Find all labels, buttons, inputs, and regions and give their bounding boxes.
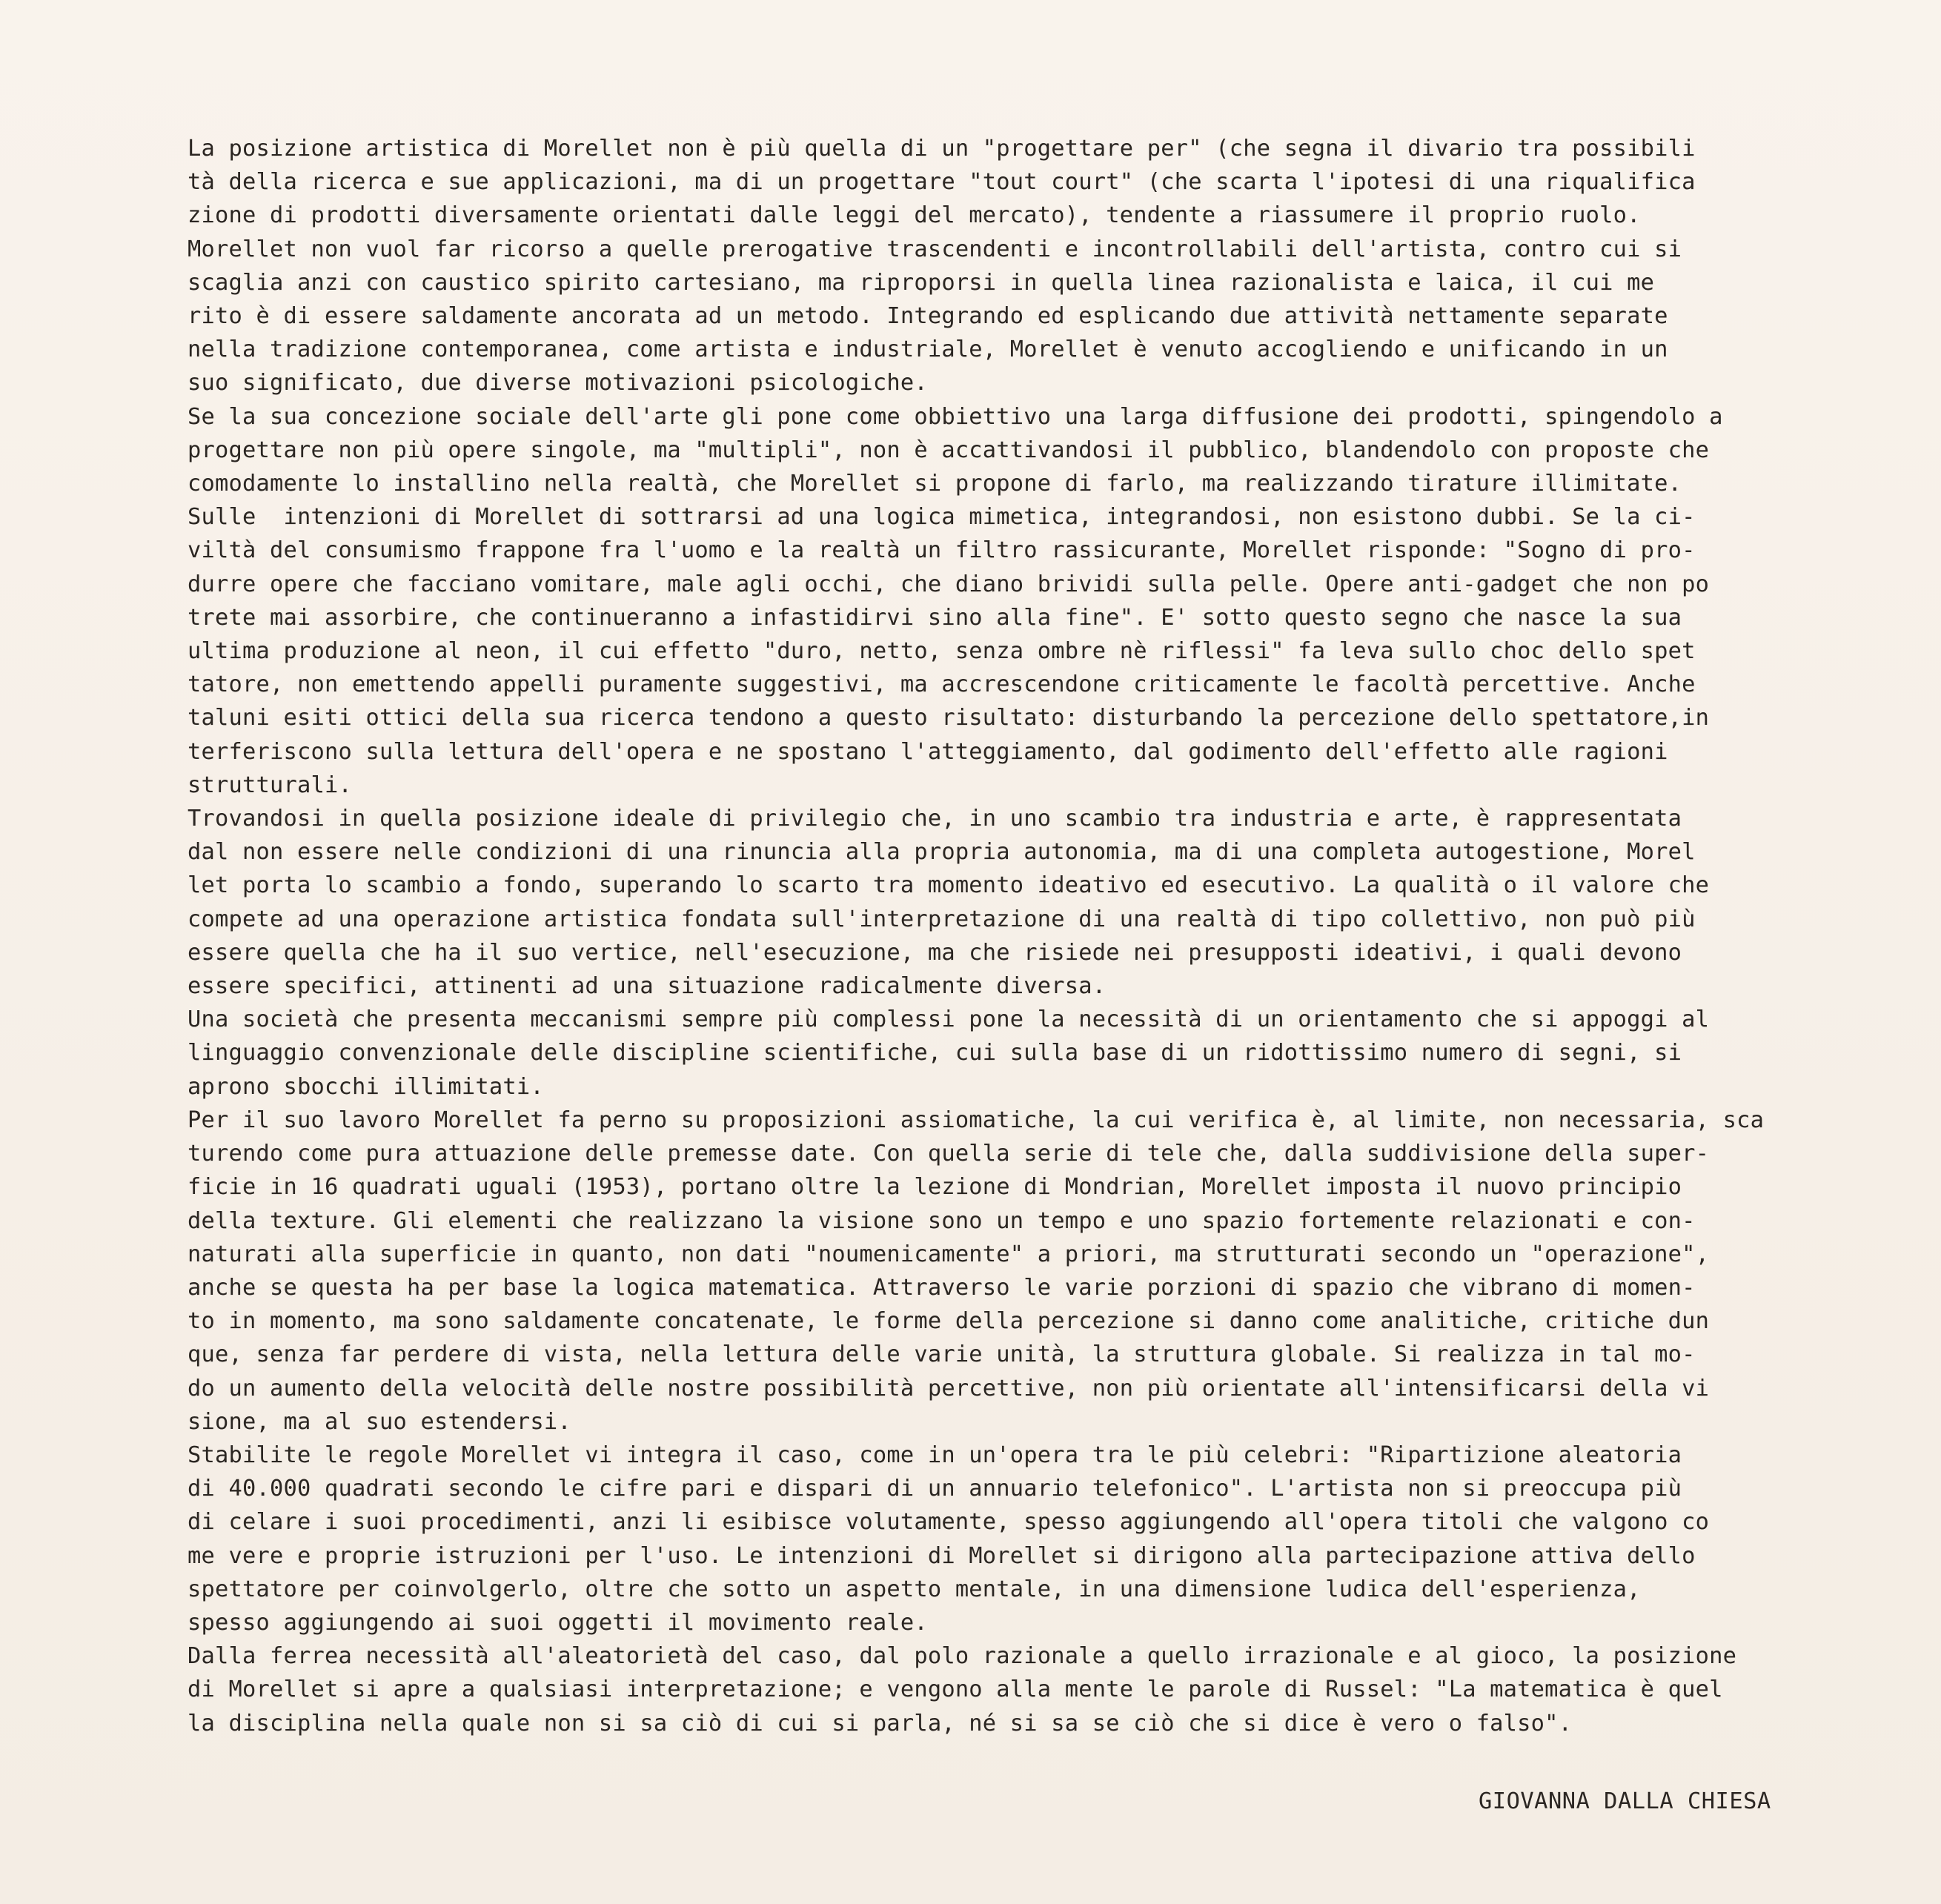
text-line: di Morellet si apre a qualsiasi interpretazione; e vengono alla mente le parole di Russel: "La matematica è quel <box>188 1676 1723 1703</box>
text-line: compete ad una operazione artistica fondata sull'interpretazione di una realtà di tipo collettivo, non può più <box>188 906 1696 932</box>
text-line: linguaggio convenzionale delle discipline scientifiche, cui sulla base di un ridottissimo numero di segni, si <box>188 1040 1682 1067</box>
text-line: Morellet non vuol far ricorso a quelle prerogative trascendenti e incontrollabili dell'artista, contro cui si <box>188 236 1682 262</box>
text-line: Trovandosi in quella posizione ideale di privilegio che, in uno scambio tra industria e arte, è rappresentata <box>188 806 1682 832</box>
text-line: tatore, non emettendo appelli puramente suggestivi, ma accrescendone criticamente le facoltà percettive. Anche <box>188 671 1696 698</box>
text-line: rito è di essere saldamente ancorata ad un metodo. Integrando ed esplicando due attività nettamente separate <box>188 303 1668 330</box>
text-line: aprono sbocchi illimitati. <box>188 1073 544 1100</box>
text-line: Una società che presenta meccanismi sempre più complessi pone la necessità di un orientamento che si appoggi al <box>188 1006 1710 1033</box>
author-signature: GIOVANNA DALLA CHIESA <box>1479 1788 1771 1814</box>
text-line: Se la sua concezione sociale dell'arte gli pone come obbiettivo una larga diffusione dei prodotti, spingendolo a <box>188 403 1723 430</box>
text-line: comodamente lo installino nella realtà, che Morellet si propone di farlo, ma realizzando tirature illimitate. <box>188 471 1682 497</box>
text-line: let porta lo scambio a fondo, superando lo scarto tra momento ideativo ed esecutivo. La qualità o il valore che <box>188 872 1710 899</box>
text-line: durre opere che facciano vomitare, male agli occhi, che diano brividi sulla pelle. Opere anti-gadget che non po <box>188 571 1710 597</box>
text-line: la disciplina nella quale non si sa ciò di cui si parla, né si sa se ciò che si dice è vero o falso". <box>188 1710 1573 1737</box>
text-line: spesso aggiungendo ai suoi oggetti il movimento reale. <box>188 1609 928 1636</box>
text-line: ficie in 16 quadrati uguali (1953), portano oltre la lezione di Mondrian, Morellet imposta il nuovo principio <box>188 1174 1682 1201</box>
text-line: Sulle intenzioni di Morellet di sottrarsi ad una logica mimetica, integrandosi, non esistono dubbi. Se la ci- <box>188 504 1696 531</box>
text-line: suo significato, due diverse motivazioni psicologiche. <box>188 370 928 397</box>
text-line: anche se questa ha per base la logica matematica. Attraverso le varie porzioni di spazio che vibrano di momen- <box>188 1274 1696 1301</box>
text-line: essere specifici, attinenti ad una situazione radicalmente diversa. <box>188 973 1106 1000</box>
text-line: Stabilite le regole Morellet vi integra il caso, come in un'opera tra le più celebri: "Ripartizione aleatoria <box>188 1442 1682 1468</box>
text-line: di celare i suoi procedimenti, anzi li esibisce volutamente, spesso aggiungendo all'opera titoli che valgono co <box>188 1509 1710 1536</box>
text-line: que, senza far perdere di vista, nella lettura delle varie unità, la struttura globale. Si realizza in tal mo- <box>188 1341 1696 1368</box>
text-line: terferiscono sulla lettura dell'opera e ne spostano l'atteggiamento, dal godimento dell'effetto alle ragioni <box>188 738 1668 765</box>
text-line: ultima produzione al neon, il cui effetto "duro, netto, senza ombre nè riflessi" fa leva sullo choc dello spet <box>188 638 1696 665</box>
text-line: naturati alla superficie in quanto, non dati "noumenicamente" a priori, ma strutturati secondo un "operazione", <box>188 1241 1710 1267</box>
text-line: Per il suo lavoro Morellet fa perno su proposizioni assiomatiche, la cui verifica è, al limite, non necessaria, sca <box>188 1107 1765 1133</box>
text-line: della texture. Gli elementi che realizzano la visione sono un tempo e uno spazio fortemente relazionati e con- <box>188 1207 1696 1234</box>
text-line: strutturali. <box>188 772 352 798</box>
text-line: sione, ma al suo estendersi. <box>188 1408 571 1435</box>
text-line: Dalla ferrea necessità all'aleatorietà del caso, dal polo razionale a quello irrazionale e al gioco, la posizione <box>188 1643 1737 1670</box>
text-line: essere quella che ha il suo vertice, nell'esecuzione, ma che risiede nei presupposti ideativi, i quali devono <box>188 939 1682 966</box>
text-line: me vere e proprie istruzioni per l'uso. Le intenzioni di Morellet si dirigono alla partecipazione attiva dello <box>188 1542 1696 1569</box>
text-line: trete mai assorbire, che continueranno a infastidirvi sino alla fine". E' sotto questo segno che nasce la sua <box>188 604 1682 631</box>
text-line: do un aumento della velocità delle nostre possibilità percettive, non più orientate all'intensificarsi della vi <box>188 1375 1710 1402</box>
text-line: La posizione artistica di Morellet non è più quella di un "progettare per" (che segna il divario tra possibili <box>188 136 1696 162</box>
text-line: nella tradizione contemporanea, come artista e industriale, Morellet è venuto accogliendo e unificando in un <box>188 336 1668 363</box>
text-line: taluni esiti ottici della sua ricerca tendono a questo risultato: disturbando la percezione dello spettatore,in <box>188 705 1710 732</box>
text-line: to in momento, ma sono saldamente concatenate, le forme della percezione si danno come analitiche, critiche dun <box>188 1308 1710 1335</box>
text-line: viltà del consumismo frappone fra l'uomo e la realtà un filtro rassicurante, Morellet risponde: "Sogno di pro- <box>188 537 1696 564</box>
essay-text <box>188 132 1811 1740</box>
text-line: zione di prodotti diversamente orientati dalle leggi del mercato), tendente a riassumere il proprio ruolo. <box>188 202 1641 229</box>
text-line: di 40.000 quadrati secondo le cifre pari e dispari di un annuario telefonico". L'artista non si preoccupa più <box>188 1476 1682 1502</box>
text-line: tà della ricerca e sue applicazioni, ma di un progettare "tout court" (che scarta l'ipotesi di una riqualifica <box>188 169 1696 196</box>
text-line: dal non essere nelle condizioni di una rinuncia alla propria autonomia, ma di una completa autogestione, Morel <box>188 839 1696 866</box>
text-line: turendo come pura attuazione delle premesse date. Con quella serie di tele che, dalla suddivisione della super- <box>188 1141 1710 1167</box>
text-line: spettatore per coinvolgerlo, oltre che sotto un aspetto mentale, in una dimensione ludica dell'esperienza, <box>188 1576 1641 1602</box>
text-line: progettare non più opere singole, ma "multipli", non è accattivandosi il pubblico, blandendolo con proposte che <box>188 437 1710 463</box>
text-line: scaglia anzi con caustico spirito cartesiano, ma riproporsi in quella linea razionalista e laica, il cui me <box>188 269 1655 296</box>
